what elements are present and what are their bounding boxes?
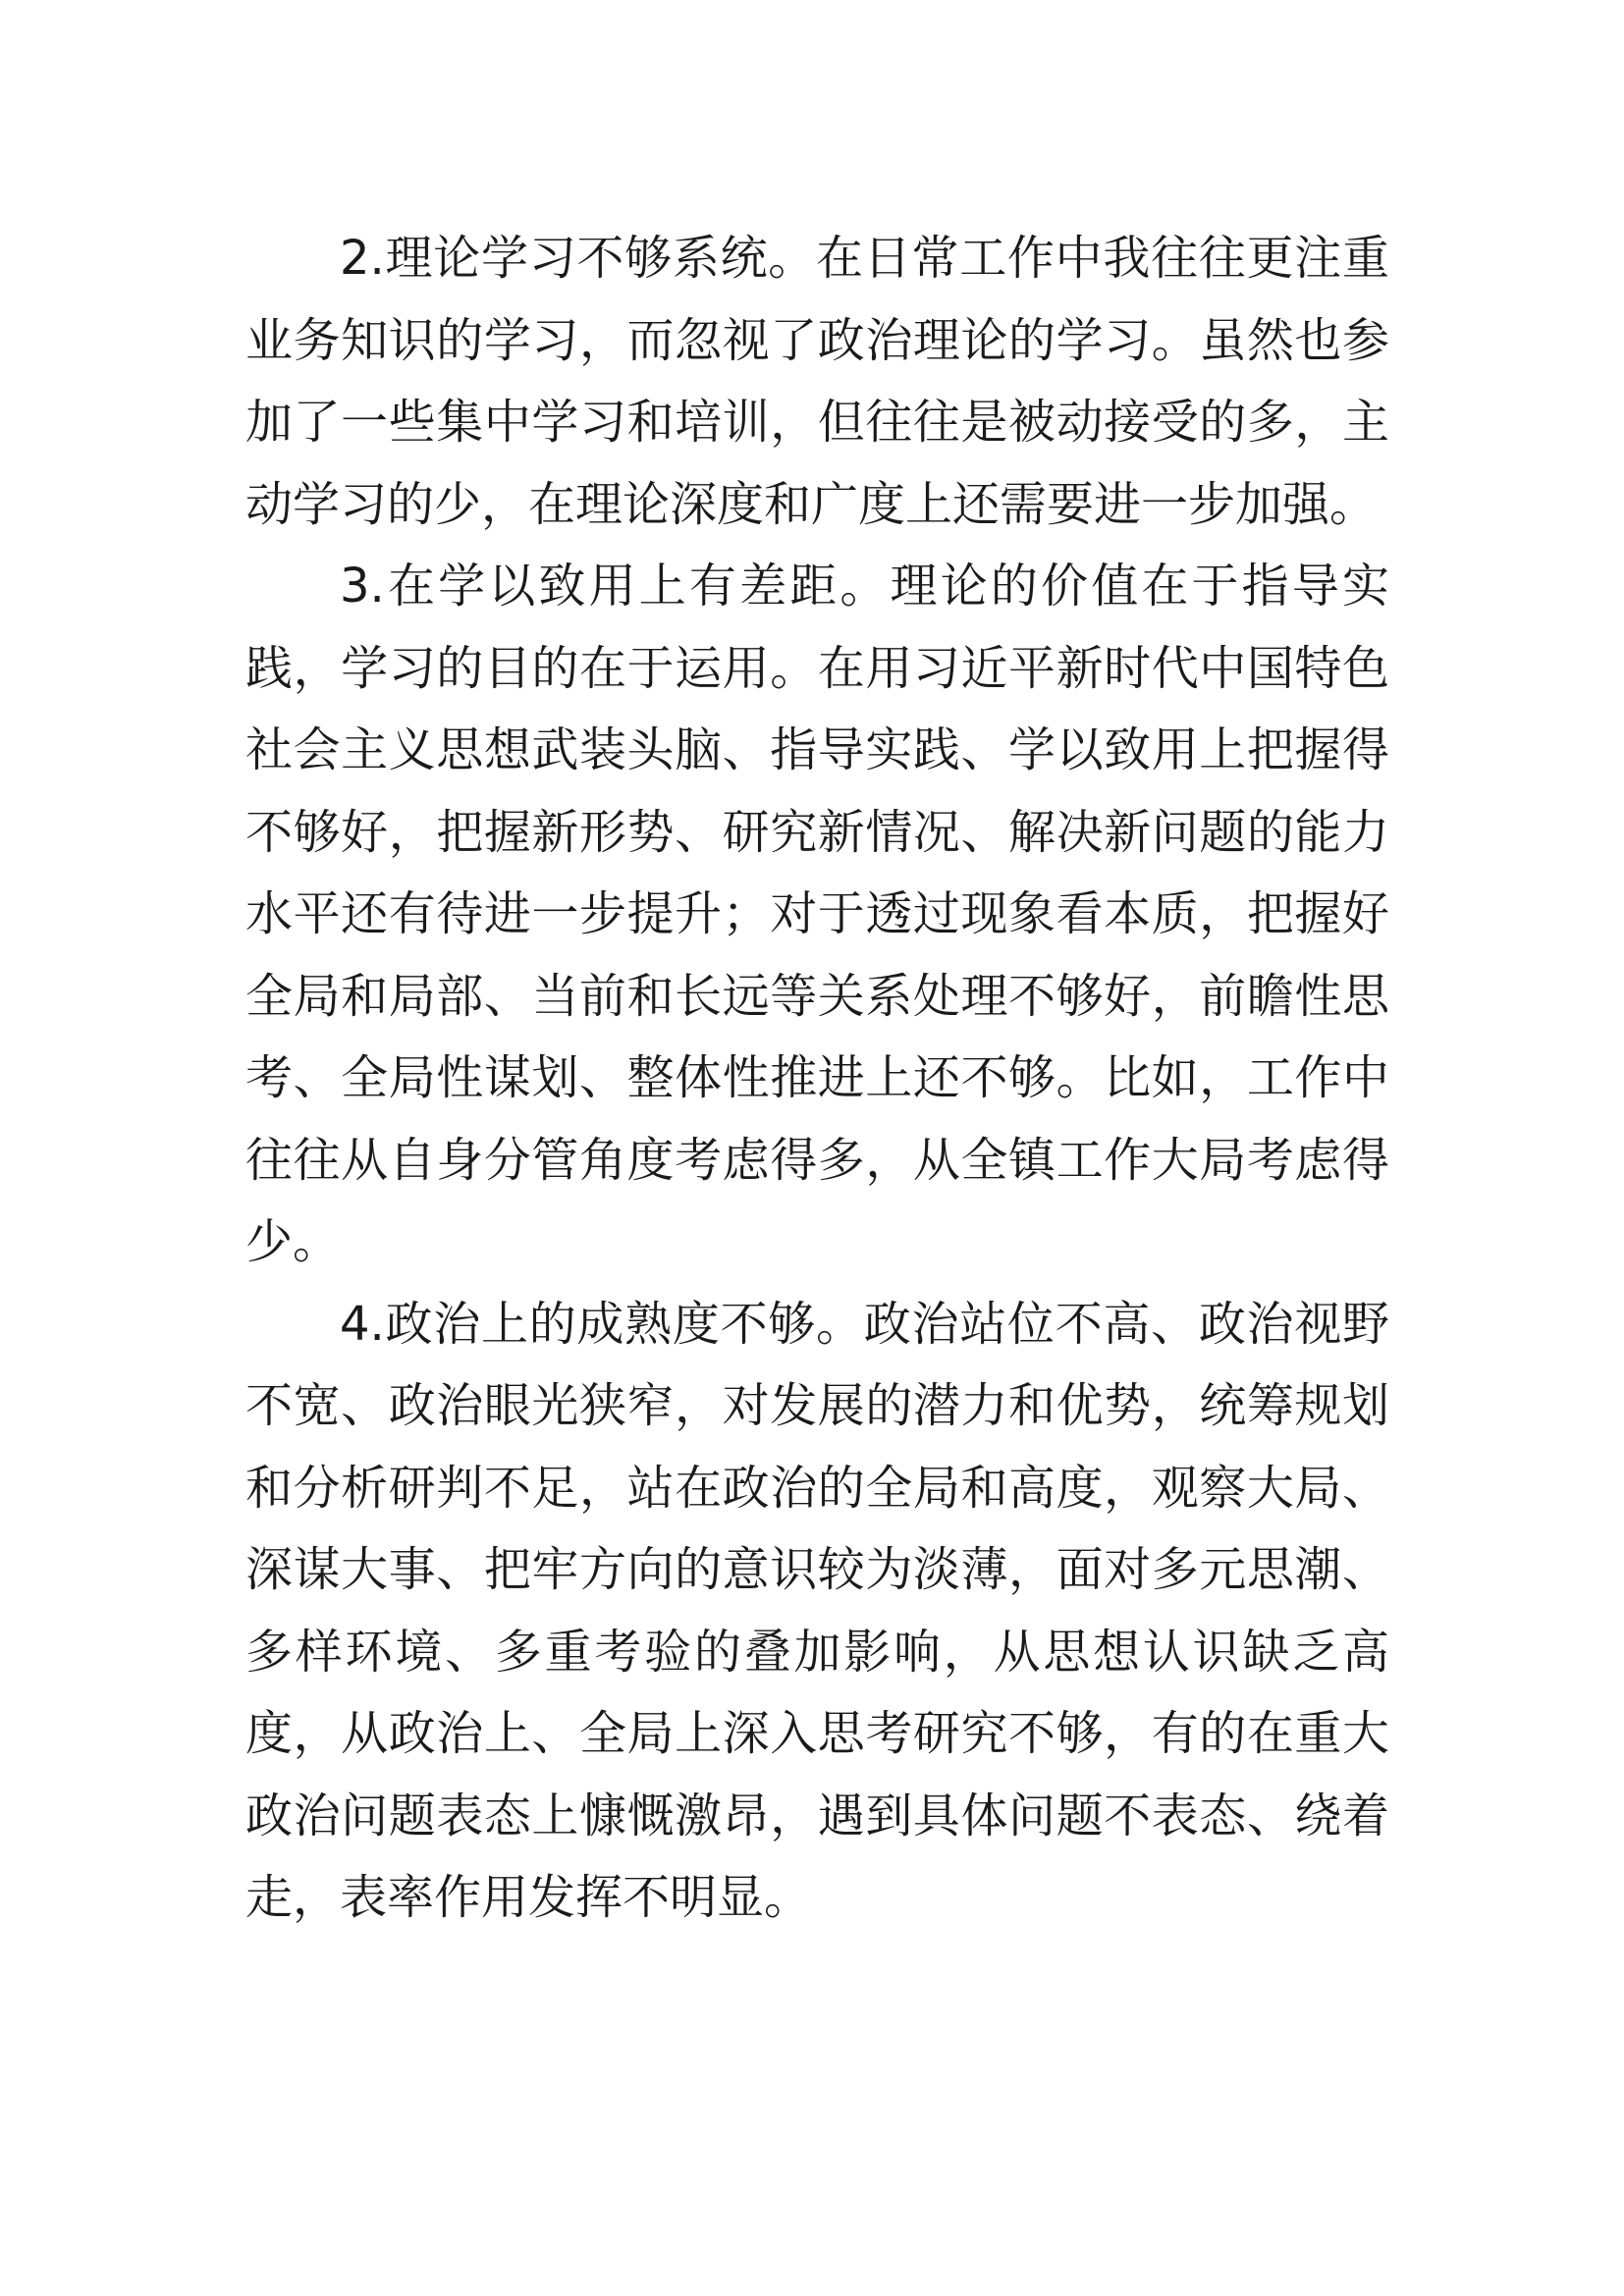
paragraph-point-4: 4.政治上的成熟度不够。政治站位不高、政治视野不宽、政治眼光狭窄，对发展的潜力和优势，统筹规划和分析研判不足，站在政治的全局和高度，观察大局、深谋大事、把牢方向的意识较为淡薄，面对多元思潮、多样环境、多重考验的叠加影响，从思想认识缺乏高度，从政治上、全局上深入思考研究不够，有的在重大政治问题表态上慷慨激昂，遇到具体问题不表态、绕着走，表率作用发挥不明显。: [245, 1296, 1389, 1925]
paragraph-point-3: 3.在学以致用上有差距。理论的价值在于指导实践，学习的目的在于运用。在用习近平新时代中国特色社会主义思想武装头脑、指导实践、学以致用上把握得不够好，把握新形势、研究新情况、解决新问题的能力水平还有待进一步提升；对于透过现象看本质，把握好全局和局部、当前和长远等关系处理不够好，前瞻性思考、全局性谋划、整体性推进上还不够。比如，工作中往往从自身分管角度考虑得多，从全镇工作大局考虑得少。: [245, 559, 1389, 1269]
paragraph-point-2: 2.理论学习不够系统。在日常工作中我往往更注重业务知识的学习，而忽视了政治理论的学习。虽然也参加了一些集中学习和培训，但往往是被动接受的多，主动学习的少，在理论深度和广度上还需要进一步加强。: [245, 231, 1389, 532]
document-body: [245, 218, 1389, 1940]
